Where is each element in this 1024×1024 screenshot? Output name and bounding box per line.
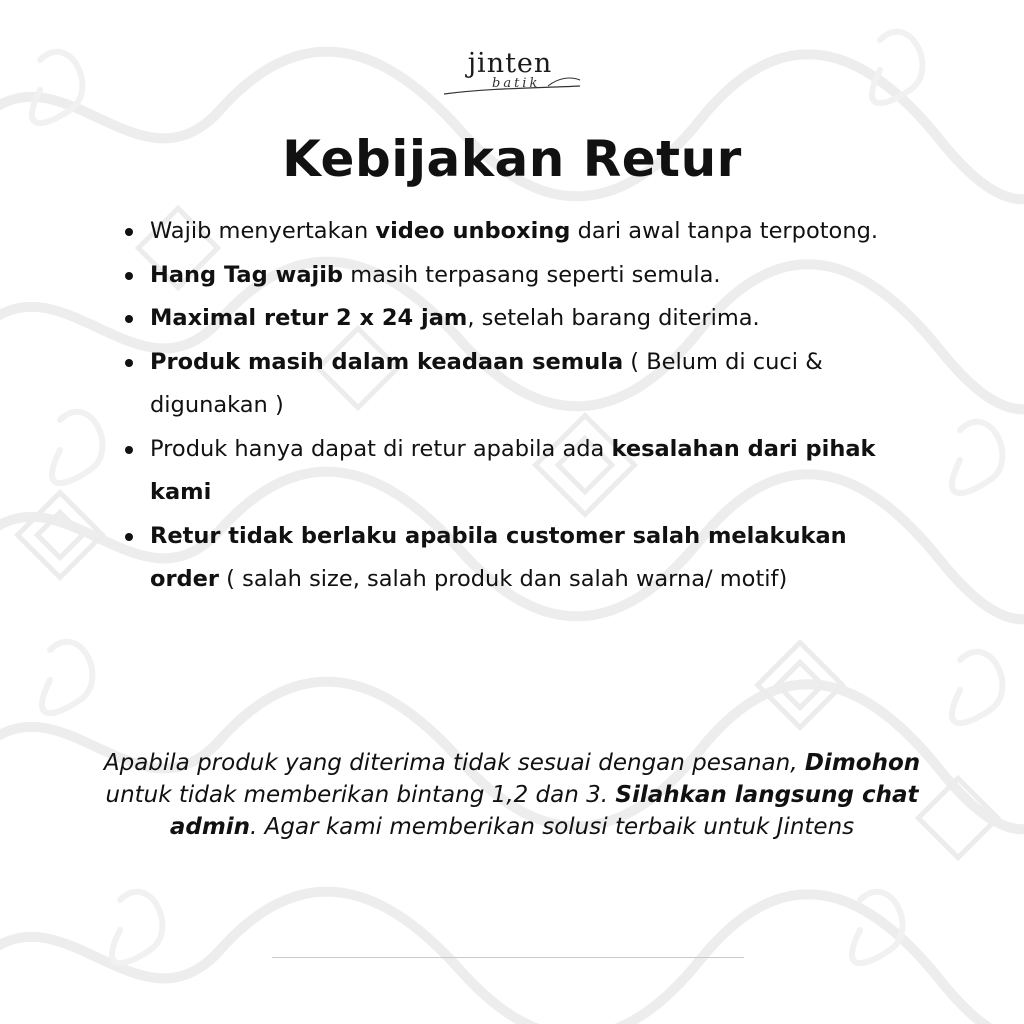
brand-logo — [430, 48, 590, 104]
logo-subword: batik — [492, 76, 541, 91]
logo-swash-icon — [430, 48, 590, 104]
list-item: Produk hanya dapat di retur apabila ada kesalahan dari pihak kami — [124, 428, 914, 515]
bottom-divider — [272, 957, 744, 958]
bullet-icon — [125, 446, 133, 454]
bullet-icon — [125, 359, 133, 367]
list-item: Maximal retur 2 x 24 jam, setelah barang diterima. — [124, 297, 914, 341]
return-rules-list — [124, 210, 914, 602]
bullet-icon — [125, 315, 133, 323]
page-title: Kebijakan Retur — [282, 130, 742, 188]
logo-wordmark: jinten — [467, 48, 553, 79]
bullet-icon — [125, 272, 133, 280]
list-item: Retur tidak berlaku apabila customer salah melakukan order ( salah size, salah produk dan salah warna/ motif) — [124, 515, 914, 602]
bullet-icon — [125, 533, 133, 541]
rating-note: Apabila produk yang diterima tidak sesuai dengan pesanan, Dimohon untuk tidak memberikan bintang 1,2 dan 3. Silahkan langsung chat admin. Agar kami memberikan solusi terbaik untuk Jintens — [103, 750, 921, 840]
list-item: Wajib menyertakan video unboxing dari awal tanpa terpotong. — [124, 210, 914, 254]
list-item: Hang Tag wajib masih terpasang seperti semula. — [124, 254, 914, 298]
bullet-icon — [125, 228, 133, 236]
list-item: Produk masih dalam keadaan semula ( Belum di cuci & digunakan ) — [124, 341, 914, 428]
